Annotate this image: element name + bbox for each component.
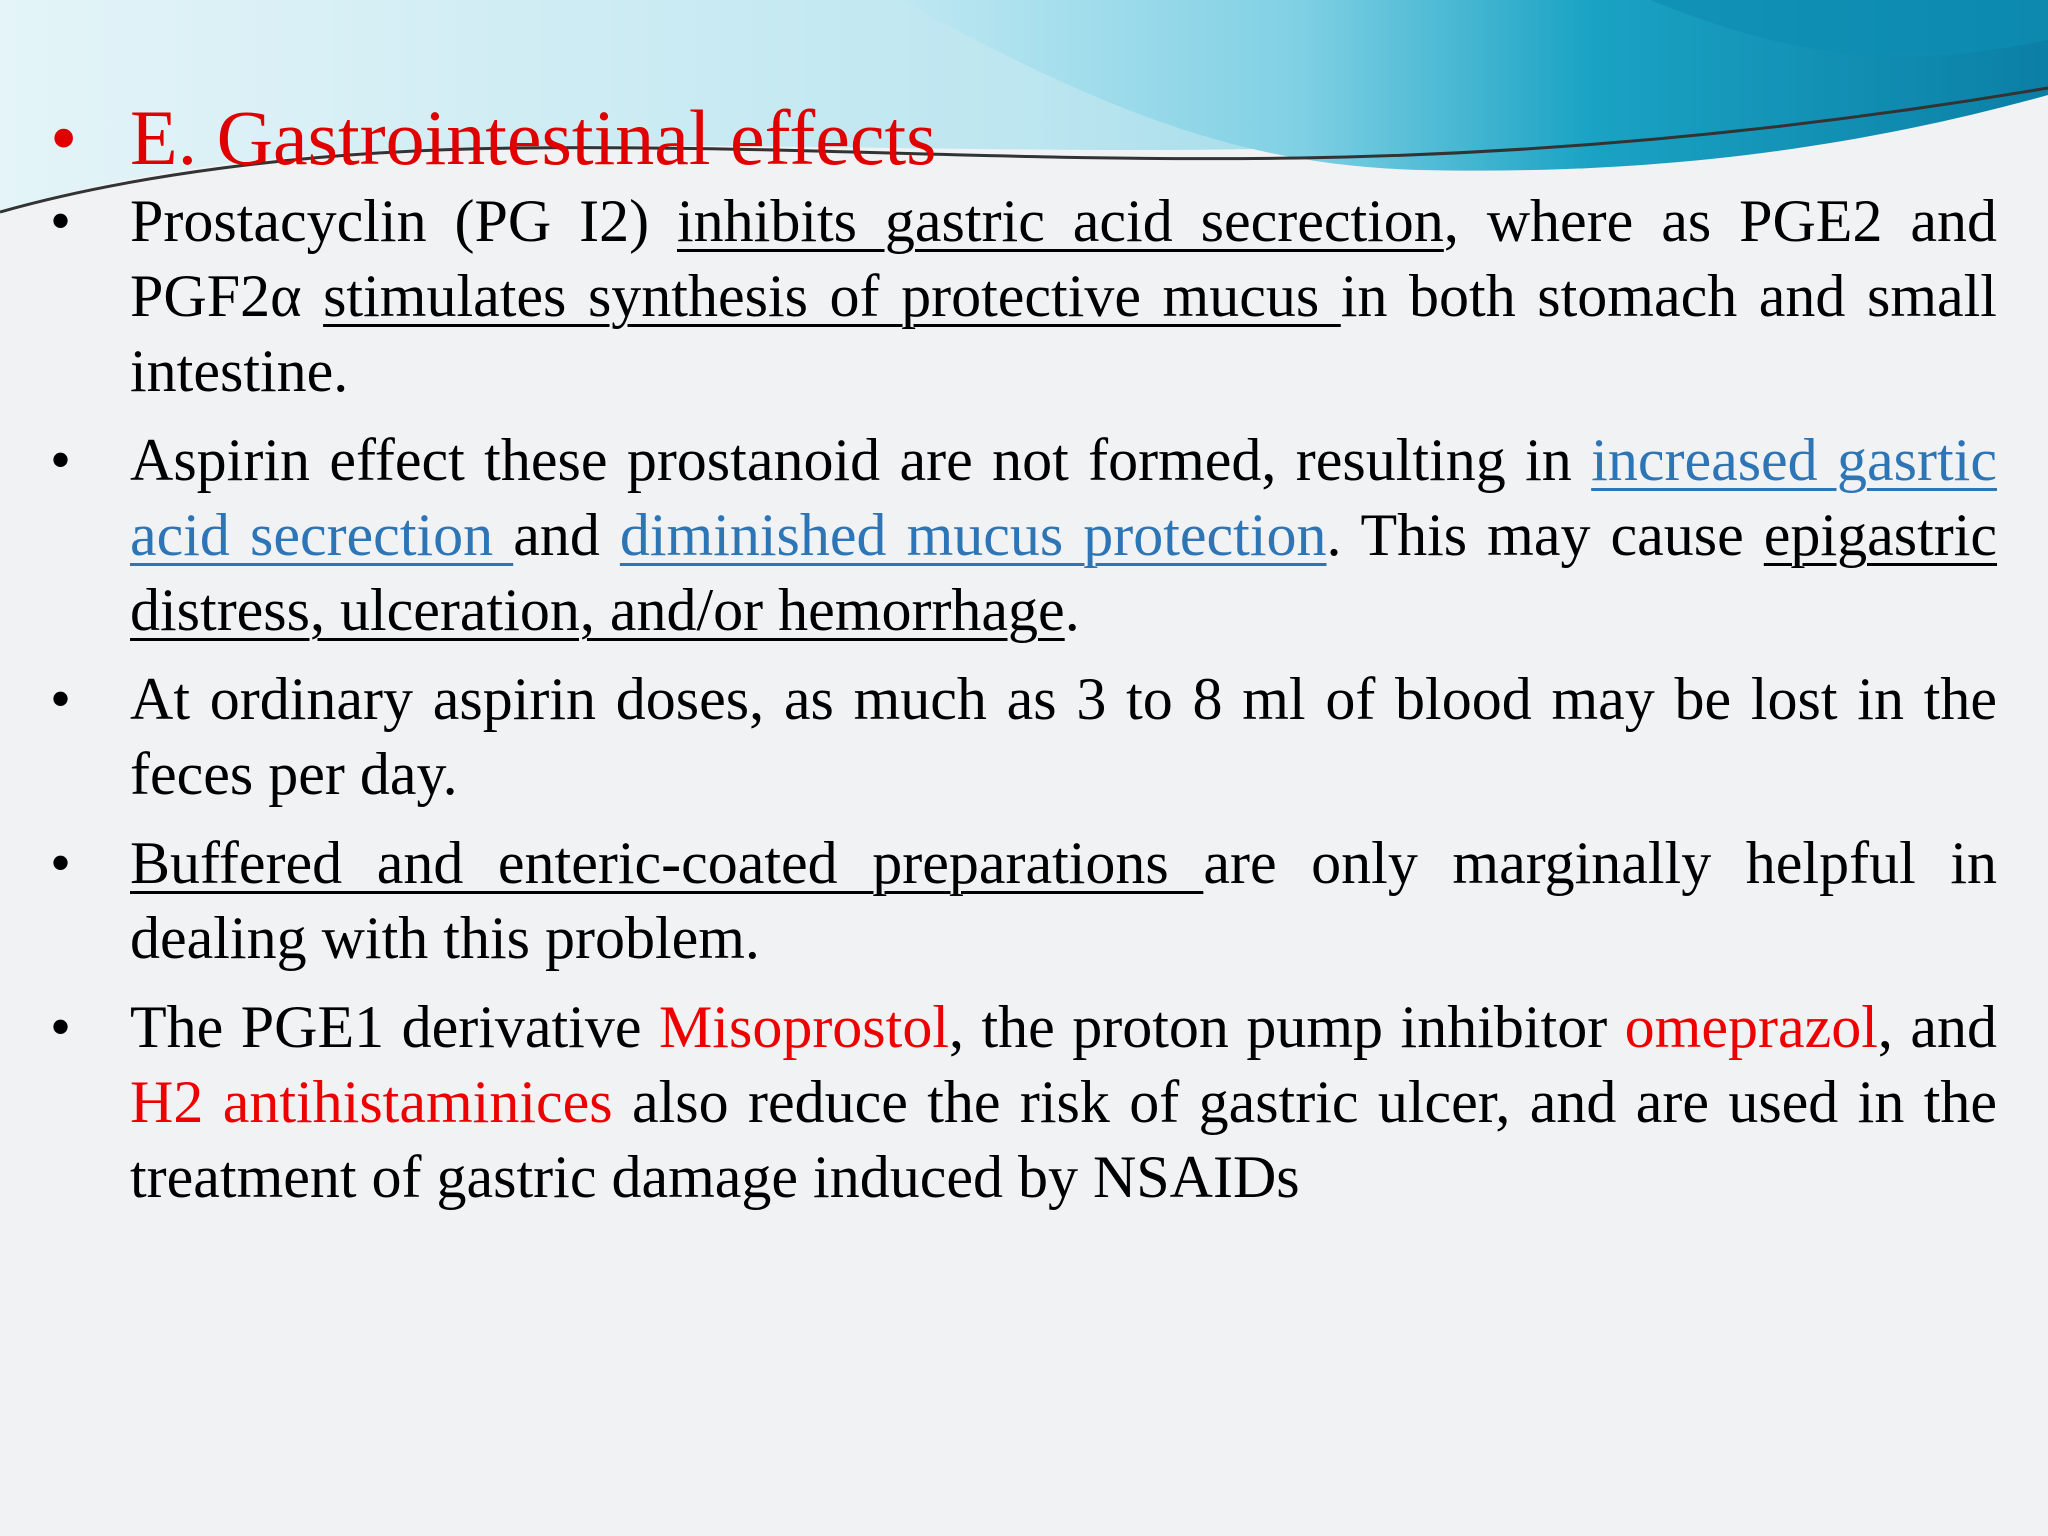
slide-title: E. Gastrointestinal effects: [130, 94, 937, 181]
list-item-prostacyclin: [40, 184, 2000, 409]
text-run: also reduce the risk of gastric ulcer, and are used in the treatment of gastric damage induced by NSAIDs: [130, 1069, 1997, 1210]
bullet-icon: •: [50, 427, 72, 493]
drug-name-h2-antihistaminices: H2 antihistaminices: [130, 1069, 613, 1135]
underlined-phrase: inhibits gastric acid secrection: [676, 188, 1444, 254]
text-run: are only marginally helpful in dealing with this problem.: [130, 830, 1997, 971]
underlined-phrase: stimulates synthesis of protective mucus: [323, 263, 1341, 329]
underlined-phrase: Buffered and enteric-coated preparations: [130, 830, 1204, 896]
underlined-phrase: epigastric distress, ulceration, and/or hemorrhage: [130, 502, 1998, 643]
text-run: Prostacyclin (PG I2): [130, 188, 677, 254]
text-run: Aspirin effect these prostanoid are not formed, resulting in: [130, 427, 1592, 493]
bullet-icon: •: [50, 188, 72, 254]
text-run: At ordinary aspirin doses, as much as 3 to 8 ml of blood may be lost in the feces per day.: [130, 666, 1997, 807]
slide-title-row: [40, 88, 2000, 188]
text-run: .: [1064, 577, 1080, 643]
text-run: , the proton pump inhibitor: [949, 994, 1625, 1060]
slide-content: [40, 88, 2000, 1215]
highlighted-link-increased-acid[interactable]: increased gasrtic acid secrection: [130, 427, 1997, 568]
list-item-misoprostol: [40, 990, 2000, 1215]
text-run: in both stomach and small intestine.: [130, 263, 1997, 404]
list-item-blood-loss: [40, 662, 2000, 812]
drug-name-omeprazol: omeprazol: [1624, 994, 1878, 1060]
bullet-icon: •: [50, 94, 78, 181]
text-run: , and: [1877, 994, 1997, 1060]
bullet-icon: •: [50, 666, 72, 732]
bullet-text: [130, 990, 1997, 1215]
bullet-text: [130, 184, 1997, 409]
text-run: . This may cause: [1326, 502, 1764, 568]
bullet-text: [130, 826, 1997, 976]
bullet-text: [130, 423, 1997, 648]
list-item-aspirin-effect: [40, 423, 2000, 648]
drug-name-misoprostol: Misoprostol: [658, 994, 949, 1060]
highlighted-link-mucus-protection[interactable]: diminished mucus protection: [619, 502, 1327, 568]
list-item-buffered: [40, 826, 2000, 976]
text-run: The PGE1 derivative: [130, 994, 659, 1060]
text-run: , where as PGE2 and PGF2α: [130, 188, 1997, 329]
bullet-icon: •: [50, 994, 72, 1060]
text-run: and: [513, 502, 620, 568]
bullet-text: [130, 662, 1997, 812]
bullet-icon: •: [50, 830, 72, 896]
